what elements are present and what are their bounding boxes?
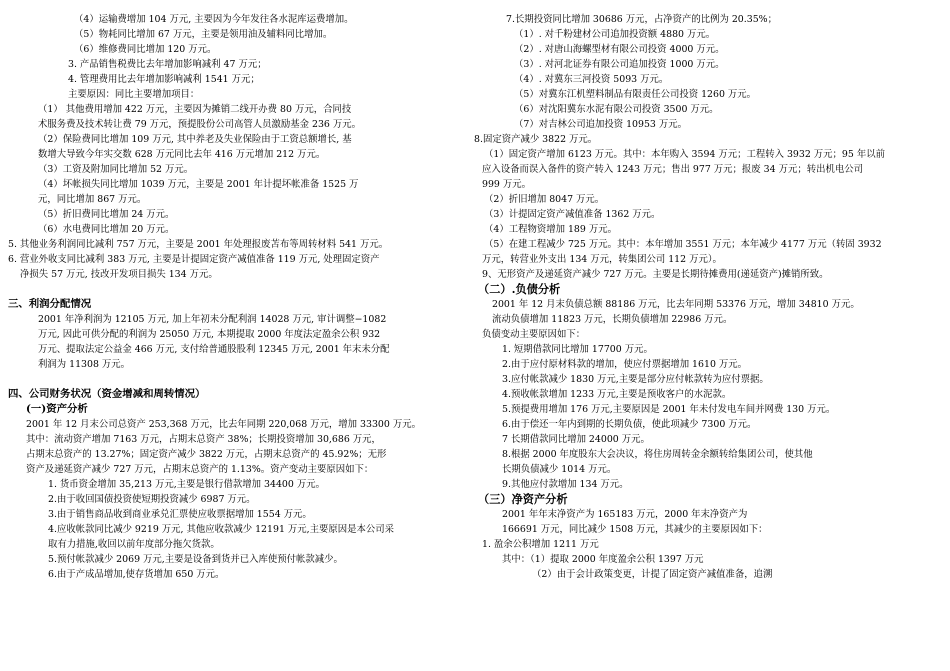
text-line: 应入设备而误入备件的资产转入 1243 万元；售出 977 万元；报废 34 万元；转出机电公司: [482, 164, 863, 175]
text-line: 6.由于产成品增加,使存货增加 650 万元。: [48, 569, 225, 580]
text-line: （4）. 对冀东三河投资 5093 万元。: [514, 74, 669, 85]
text-line: 术服务费及技术转让费 79 万元，预提股份公司高管人员激励基金 236 万元。: [38, 119, 361, 130]
text-line: （1） 其他费用增加 422 万元，主要因为摊销二线开办费 80 万元，合同技: [38, 104, 352, 115]
text-line: 166691 万元，同比减少 1508 万元，其减少的主要原因如下：: [502, 524, 768, 535]
text-line: 万元，转营业外支出 134 万元，转集团公司 112 万元）。: [482, 254, 722, 265]
text-line: 8.根据 2000 年度股东大会决议，将住房周转金余额转给集团公司，使其他: [502, 449, 813, 460]
text-line: （2）保险费同比增加 109 万元, 其中养老及失业保险由于工资总额增长, 基: [38, 134, 352, 145]
right-column: [470, 12, 950, 582]
text-line: 万元, 因此可供分配的利润为 25050 万元, 本期提取 2000 年度法定盈余公积 932: [38, 329, 381, 340]
text-line: 3. 产品销售税费比去年增加影响减利 47 万元；: [68, 59, 267, 70]
text-line: （2）. 对唐山海螺型材有限公司投资 4000 万元。: [514, 44, 725, 55]
text-line: （5）折旧费同比增加 24 万元。: [38, 209, 175, 220]
text-line: 6. 营业外收支同比减利 383 万元, 主要是计提固定资产减值准备 119 万元, 处理固定资产: [8, 254, 380, 265]
text-line: 占期末总资产的 13.27%；固定资产减少 3822 万元，占期末总资产的 45.92%；无形: [26, 449, 387, 460]
subsection-heading: （二）.负债分析: [478, 282, 561, 296]
section-heading: 三、利润分配情况: [8, 298, 92, 310]
text-line: 7 长期借款同比增加 24000 万元。: [502, 434, 650, 445]
text-line: 9.其他应付款增加 134 万元。: [502, 479, 629, 490]
text-line: （6）对沈阳冀东水泥有限公司投资 3500 万元。: [514, 104, 719, 115]
text-line: 流动负债增加 11823 万元，长期负债增加 22986 万元。: [492, 314, 733, 325]
text-line: 5.预提费用增加 176 万元,主要原因是 2001 年未付发电车间并网费 130 万元。: [502, 404, 836, 415]
text-line: （6）维修费同比增加 120 万元。: [74, 44, 217, 55]
text-line: 取有力措施,收回以前年度部分拖欠货款。: [48, 539, 220, 550]
text-line: 4.预收帐款增加 1233 万元,主要是预收客户的水泥款。: [502, 389, 732, 400]
text-line: 2001 年 12 月末公司总资产 253,368 万元，比去年同期 220,068 万元，增加 33300 万元。: [26, 419, 421, 430]
text-line: 净损失 57 万元, 技改开发项目损失 134 万元。: [20, 269, 218, 280]
text-line: 7.长期投资同比增加 30686 万元，占净资产的比例为 20.35%；: [506, 14, 777, 25]
blank-line: [0, 282, 475, 297]
text-line: 数增大导致今年实交数 628 万元同比去年 416 万元增加 212 万元。: [38, 149, 326, 160]
text-line: 资产及递延资产减少 727 万元，占期末总资产的 1.13%。资产变动主要原因如下：: [26, 464, 374, 475]
text-line: （3）. 对河北证券有限公司追加投资 1000 万元。: [514, 59, 725, 70]
text-line: （6）水电费同比增加 20 万元。: [38, 224, 175, 235]
text-line: 2.由于收回国债投资使短期投资减少 6987 万元。: [48, 494, 256, 505]
subsection-heading: (一)资产分析: [26, 403, 88, 415]
text-line: （5）在建工程减少 725 万元。其中：本年增加 3551 万元；本年减少 4177 万元（转固 3932: [484, 239, 882, 250]
blank-line: [0, 372, 475, 387]
text-line: 2001 年年末净资产为 165183 万元，2000 年末净资产为: [502, 509, 748, 520]
text-line: 4.应收帐款同比减少 9219 万元, 其他应收款减少 12191 万元,主要原因是本公司采: [48, 524, 394, 535]
text-line: （1）固定资产增加 6123 万元。其中：本年购入 3594 万元；工程转入 3932 万元；95 年以前: [484, 149, 885, 160]
text-line: 2001 年净利润为 12105 万元, 加上年初未分配利润 14028 万元, 审计调整−1082: [38, 314, 387, 325]
text-line: （3）工资及附加同比增加 52 万元。: [38, 164, 194, 175]
text-line: （1）. 对千粉建材公司追加投资额 4880 万元。: [514, 29, 716, 40]
text-line: （5）物耗同比增加 67 万元，主要是领用油及辅料同比增加。: [74, 29, 333, 40]
text-line: 万元、提取法定公益金 466 万元, 支付给普通股股利 12345 万元, 2001 年末未分配: [38, 344, 390, 355]
text-line: 5. 其他业务利润同比减利 757 万元，主要是 2001 年处理报废苫布等周转材料 541 万元。: [8, 239, 389, 250]
text-line: 主要原因：同比主要增加项目：: [68, 89, 200, 100]
text-line: 2.由于应付原材料款的增加，使应付票据增加 1610 万元。: [502, 359, 748, 370]
text-line: 1. 盈余公积增加 1211 万元: [482, 539, 599, 550]
text-line: 利润为 11308 万元。: [38, 359, 131, 370]
text-line: 其中：（1）提取 2000 年度盈余公积 1397 万元: [502, 554, 704, 565]
text-line: 其中：流动资产增加 7163 万元，占期末总资产 38%；长期投资增加 30,686 万元，: [26, 434, 381, 445]
text-line: （3）计提固定资产减值准备 1362 万元。: [484, 209, 661, 220]
text-line: 元，同比增加 867 万元。: [38, 194, 147, 205]
text-line: （4）运输费增加 104 万元, 主要因为今年发往各水泥库运费增加。: [74, 14, 354, 25]
text-line: 2001 年 12 月末负债总额 88186 万元，比去年同期 53376 万元，增加 34810 万元。: [492, 299, 860, 310]
text-line: （4）坏帐损失同比增加 1039 万元，主要是 2001 年计提坏帐准备 1525 万: [38, 179, 359, 190]
left-column: [0, 12, 475, 582]
text-line: （4）工程物资增加 189 万元。: [484, 224, 617, 235]
text-line: 1. 短期借款同比增加 17700 万元。: [502, 344, 653, 355]
text-line: 负债变动主要原因如下：: [482, 329, 586, 340]
text-line: 3.由于销售商品收到商业承兑汇票使应收票据增加 1554 万元。: [48, 509, 312, 520]
text-line: （2）由于会计政策变更，计提了固定资产减值准备，追溯: [532, 569, 773, 580]
text-line: 4. 管理费用比去年增加影响减利 1541 万元；: [68, 74, 260, 85]
subsection-heading: （三）净资产分析: [478, 492, 568, 506]
text-line: （7）对吉林公司追加投资 10953 万元。: [514, 119, 687, 130]
text-line: 999 万元。: [482, 179, 531, 190]
text-line: 1. 货币资金增加 35,213 万元,主要是银行借款增加 34400 万元。: [48, 479, 325, 490]
text-line: 9、无形资产及递延资产减少 727 万元。主要是长期待摊费用(递延资产)摊销所致。: [482, 269, 829, 280]
section-heading: 四、公司财务状况（资金增减和周转情况）: [8, 388, 206, 400]
text-line: 6.由于偿还一年内到期的长期负债，使此项减少 7300 万元。: [502, 419, 757, 430]
text-line: 8.固定资产减少 3822 万元。: [474, 134, 598, 145]
text-line: 3.应付帐款减少 1830 万元,主要是部分应付帐款转为应付票据。: [502, 374, 769, 385]
text-line: 长期负债减少 1014 万元。: [502, 464, 617, 475]
text-line: （2）折旧增加 8047 万元。: [484, 194, 605, 205]
text-line: 5.预付帐款减少 2069 万元,主要是设备到货并已入库使预付帐款减少。: [48, 554, 343, 565]
text-line: （5）对冀东江机塑料制品有限责任公司投资 1260 万元。: [514, 89, 757, 100]
